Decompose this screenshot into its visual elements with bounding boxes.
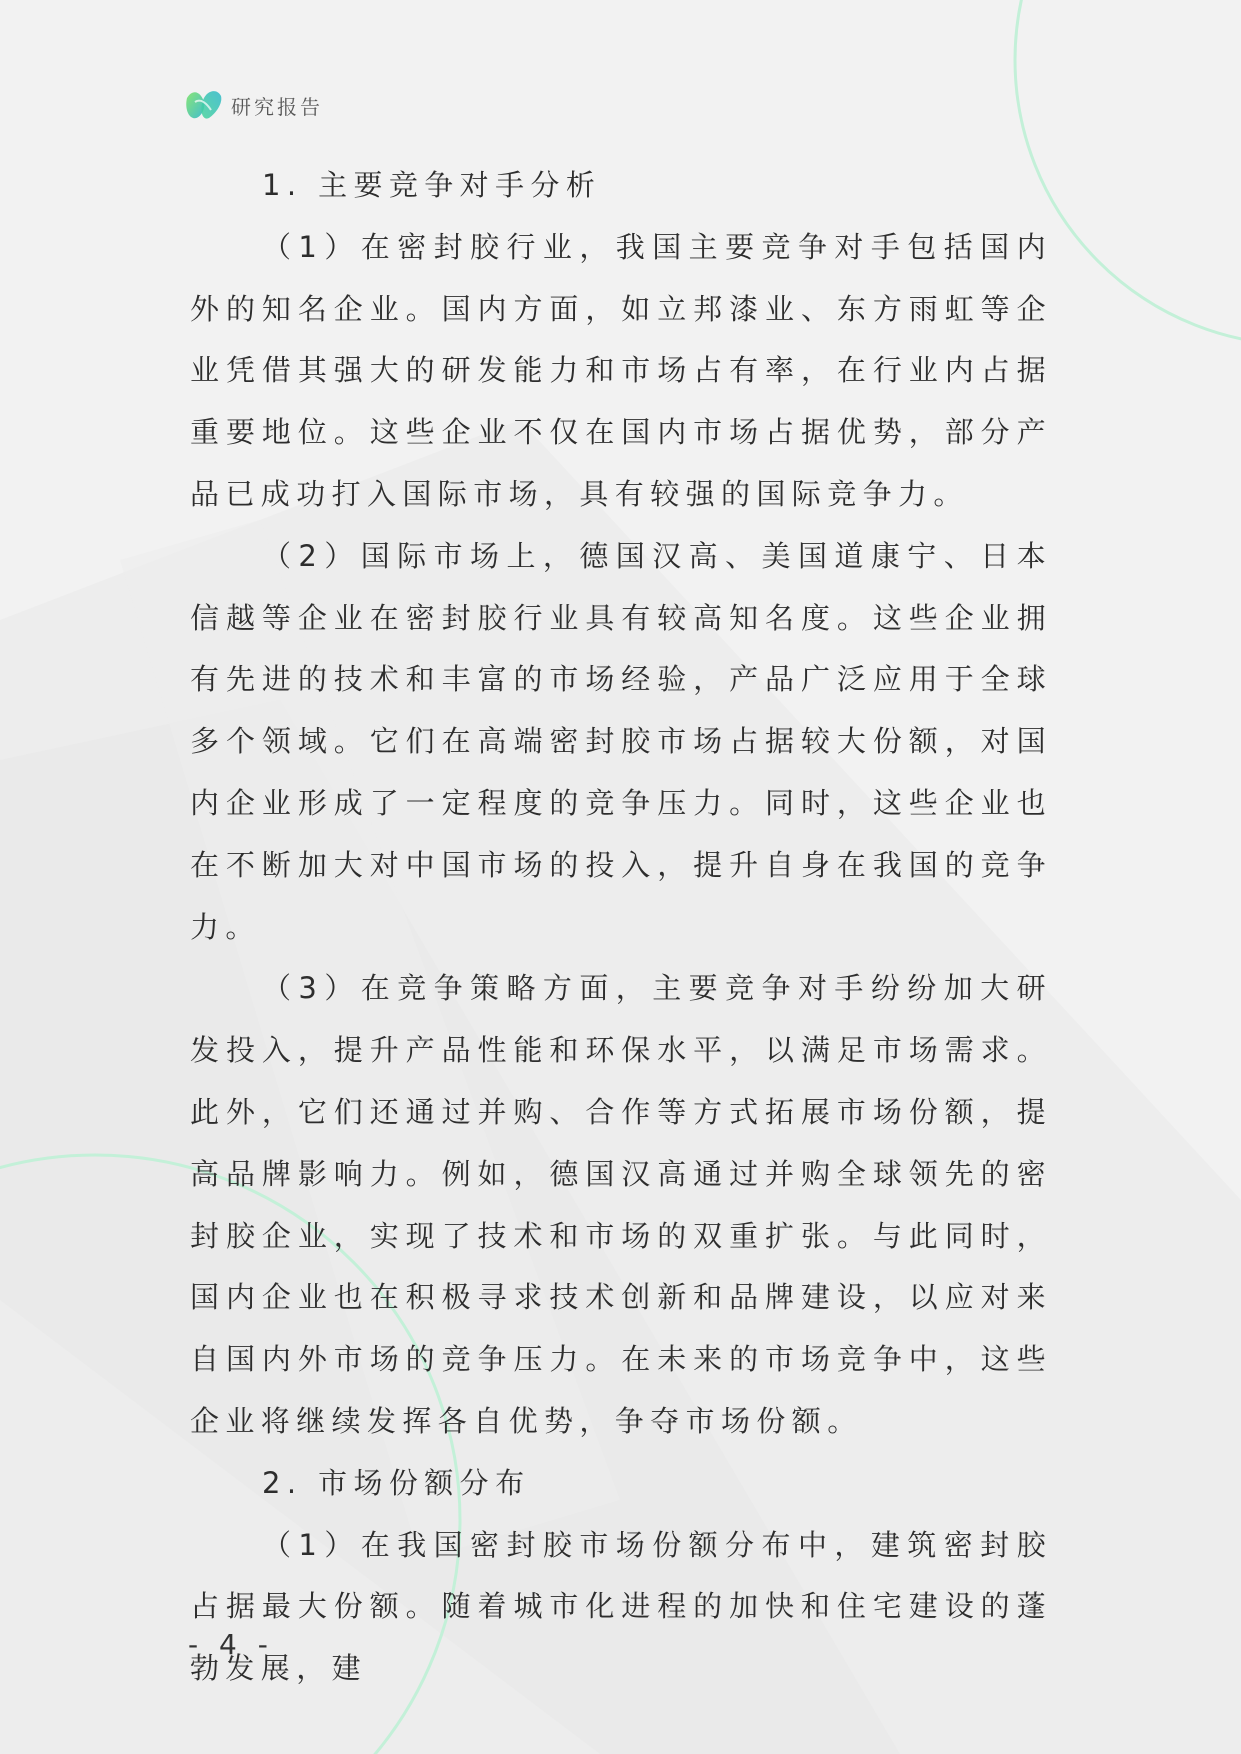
page-number: - 4 -: [188, 1628, 274, 1661]
section-heading-competitors: 1. 主要竞争对手分析: [262, 168, 602, 202]
report-logo-icon: [185, 88, 223, 122]
paragraph-1: （1）在密封胶行业，我国主要竞争对手包括国内外的知名企业。国内方面，如立邦漆业、东方雨虹等企业凭借其强大的研发能力和市场占有率，在行业内占据重要地位。这些企业不仅在国内市场占据优势，部分产品已成功打入国际市场，具有较强的国际竞争力。: [190, 229, 1052, 511]
paragraph-2: （2）国际市场上，德国汉高、美国道康宁、日本信越等企业在密封胶行业具有较高知名度。这些企业拥有先进的技术和丰富的市场经验，产品广泛应用于全球多个领域。它们在高端密封胶市场占据较大份额，对国内企业形成了一定程度的竞争压力。同时，这些企业也在不断加大对中国市场的投入，提升自身在我国的竞争力。: [190, 538, 1052, 944]
paragraph-3: （3）在竞争策略方面，主要竞争对手纷纷加大研发投入，提升产品性能和环保水平，以满足市场需求。此外，它们还通过并购、合作等方式拓展市场份额，提高品牌影响力。例如，德国汉高通过并购全球领先的密封胶企业，实现了技术和市场的双重扩张。与此同时，国内企业也在积极寻求技术创新和品牌建设，以应对来自国内外市场的竞争压力。在未来的市场竞争中，这些企业将继续发挥各自优势，争夺市场份额。: [190, 971, 1052, 1438]
header-title: 研究报告: [231, 94, 323, 119]
section-heading-market-share: 2. 市场份额分布: [262, 1465, 531, 1500]
paragraph-4: （1）在我国密封胶市场份额分布中，建筑密封胶占据最大份额。随着城市化进程的加快和住宅建设的蓬勃发展，建: [190, 1527, 1052, 1686]
document-body: [190, 155, 1052, 1700]
page-header: [185, 85, 323, 125]
